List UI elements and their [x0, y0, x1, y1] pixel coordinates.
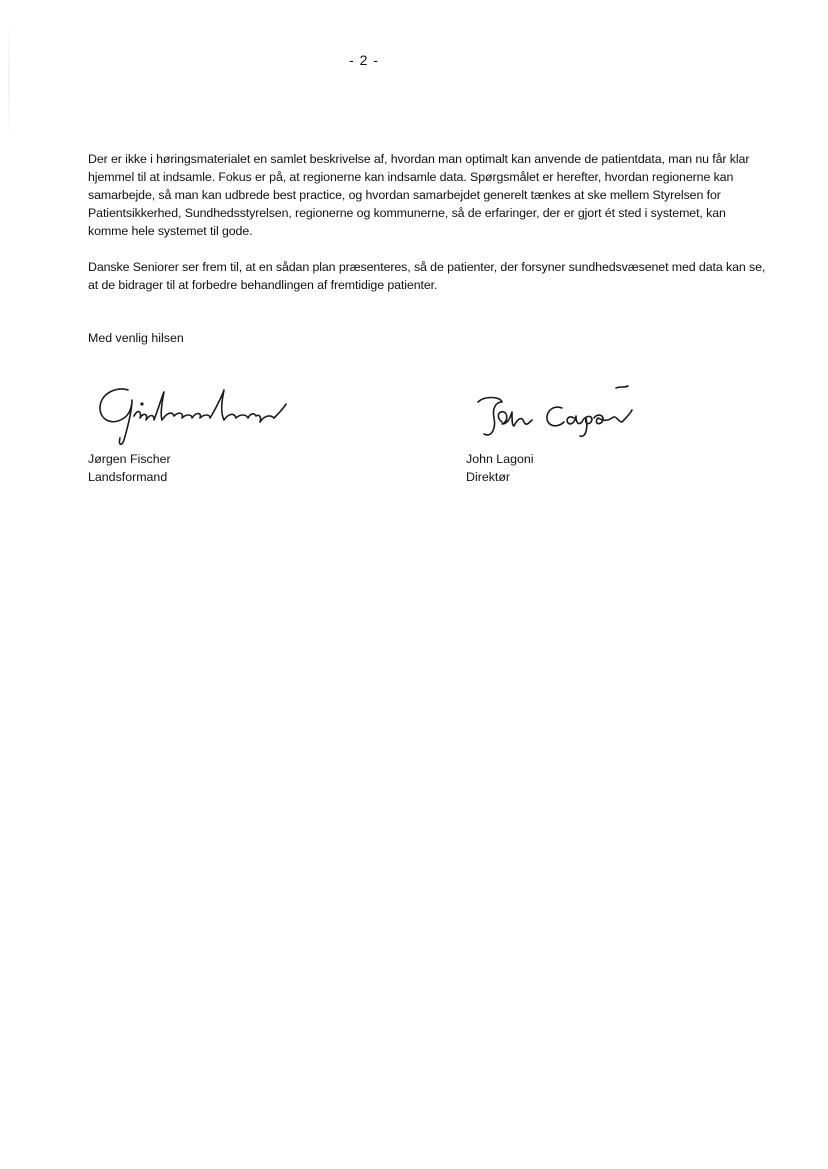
- paragraph-data-usage: Der er ikke i høringsmaterialet en samlet beskrivelse af, hvordan man optimalt kan anvende de patientdata, man nu får klar hjemmel til at indsamle. Fokus er på, at regionerne kan indsamle data. Spørgsmålet er herefter, hvordan regionerne kan samarbejde, så man kan udbrede best practice, og hvordan samarbejdet generelt tænkes at ske mellem Styrelsen for Patientsikkerhed, Sundhedsstyrelsen, regionerne og kommunerne, så de erfaringer, der er gjort ét sted i systemet, kan komme hele systemet til gode.: [88, 152, 750, 238]
- signer-name-right: John Lagoni: [466, 452, 534, 466]
- closing-salutation: Med venlig hilsen: [88, 331, 184, 345]
- signer-name-left: Jørgen Fischer: [88, 452, 171, 466]
- signature-block-left: [88, 378, 348, 486]
- page-number: - 2 -: [349, 52, 379, 68]
- signer-title-left: Landsformand: [88, 470, 168, 484]
- signature-lagoni: [466, 378, 686, 450]
- signature-fischer: [88, 378, 308, 450]
- scan-edge-shadow: [8, 20, 10, 140]
- signature-block-right: [466, 378, 726, 486]
- paragraph-plan-presentation: Danske Seniorer ser frem til, at en sådan plan præsenteres, så de patienter, der forsyner sundhedsvæsenet med data kan se, at de bidrager til at forbedre behandlingen af fremtidige patienter.: [88, 260, 766, 292]
- signer-title-right: Direktør: [466, 470, 511, 484]
